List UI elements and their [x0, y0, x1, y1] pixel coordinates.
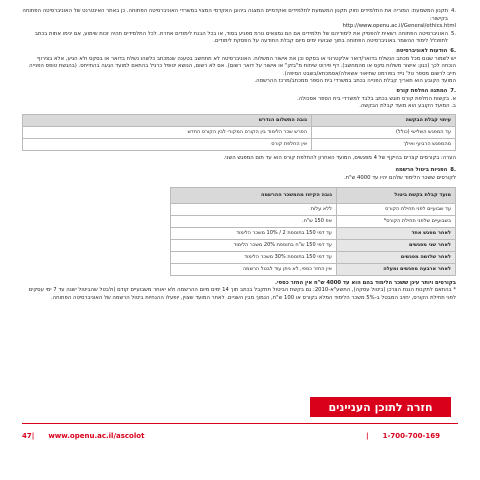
course-change-table	[22, 114, 456, 151]
item-number: .8	[450, 167, 456, 174]
item-number: .4	[450, 8, 456, 14]
cancellation-table	[170, 187, 456, 276]
note: בקורסים ויותר עיגן ששכר הלימוד בהם הוא עד 4000 ש"ח אין החזר כספי.	[275, 279, 456, 286]
table-row	[170, 263, 455, 275]
section-heading	[22, 167, 456, 175]
sub-item: א. בקשות החלפת קורס תוגש בכתב בלבד למשרדי בית הספר אסכולה.	[297, 95, 456, 102]
table-row	[23, 138, 456, 150]
item-text: יש לשמור שגום מכל מכתב הנשלח בדואר/דואר אלקטרוני או בסקס וכן את אישור המשלוח. האוניברסיטה לא תתחשב בטענה שנמכתב כלשהו נשלח בדואר או בסקס ולא הגיע, אלא בצירוף הוכחה לכך (כגון: אישור משלוח סקס או מהמחשב). דף פירוט שיחות מ"בזק" או אישור על דואר רשום). אם לא רשום, הנושא יטופל כרגיל בהתאם למועד הגעה בהתייחס. (בהגשת טופס הפנייה חייב לרשום מספר טל' נייד בפורמט שתיאור אשאלה/אסמכתא/בשבט הסיפה). המועד הקובע הוא תאריך קבלת הפנייה בכתב במשרדי בית הספר ממכתב/מרכז ההרשמה.	[29, 55, 456, 85]
table-cell: בשבועיים שלפני תחילת הקורס*	[336, 215, 455, 227]
item-number: .5	[450, 30, 456, 37]
item-text: האוניברסיטה הפתוחה רשאית להפסיק את לימודיהם של תלמידים אם הם נמצאים נורמ מפגיע בסוד, או בכל הבנת לימודים אחרת. לכל התלמידים תהיה זכות שימוע, אם ינימו אתות בכתב לתפנלל לימוד ההשמר באוניברסיטה הפתוחה בתוך שבועיו ימים מיום קבלת החודעה על הפסקת לימודים.	[34, 30, 448, 45]
item-number: .7	[450, 87, 456, 94]
table-cell: הפרש שכר הלימוד בין הקורס המקורי לבין הקורס החדש	[23, 126, 312, 138]
table-header: גובה התשלום הנדרש	[23, 114, 312, 126]
table-row	[170, 251, 455, 263]
table-header: מועד קבלת בקשת ביטול	[336, 187, 455, 203]
table-header: עיתוי קבלת הבקשה	[312, 114, 456, 126]
table-row	[170, 203, 455, 215]
table-cell: עד המפגש השלישי (כולל)	[312, 126, 456, 138]
footer-divider	[22, 423, 458, 424]
footer-separator: |	[366, 432, 369, 440]
section-title: הפניות ביטול הרשמה	[395, 167, 448, 174]
table-cell: לאחר שלושה מפגשים	[336, 251, 455, 263]
table-cell: עד דמי 150 בתוספת 30% משכר הלימוד	[170, 251, 336, 263]
table-row	[170, 227, 455, 239]
section-heading	[22, 88, 456, 96]
table-cell: מהמפגש הרביעי ואילך	[312, 138, 456, 150]
item-text: לקורסים ששכר הלימוד שלהם יהיו עד 4000 ש"ח.	[343, 174, 456, 181]
footer	[22, 429, 440, 443]
footer-contact	[366, 432, 440, 440]
table-cell: עד דמי 150 ש"ח בתוספת 20% משכר הלימוד	[170, 239, 336, 251]
table-cell: לאחר ארבעה מפגשים ומעלה	[336, 263, 455, 275]
table-cell: ללא עלות	[170, 203, 336, 215]
table-row	[170, 215, 455, 227]
ethics-link[interactable]: http://www.openu.ac.il/General/ethics.html	[342, 23, 456, 30]
note: הערה: בקורסים קצרים בהיקף של 4 מפגשים, המועד האחרון להחלפת קורס הוא עד תום המפגש השני.	[223, 154, 456, 161]
page-number: 47|	[22, 432, 35, 440]
section-title: הודעות לאוניברסיטה	[396, 47, 448, 54]
item-text: תקנון המשמעת: המוריה את התלמידים וחוק תקנון המשמעת לתלמידים ואקדמיים המצגה ביהונן האקדמי המצוי במשרדי האוניברסיטה הפתוחה. כן באתר האינטרנט של האוניברסיטה הפתוחה בקישור:	[22, 8, 448, 22]
table-cell: לאחר שני מפגשים	[336, 239, 455, 251]
footnote: * בהתאם לתקנות הגנת הצרכן (ביטול עסקה), התשע"א-2010: גם בקשת הביטול תתקבל בכתב תוך 14 ימים מיום ההרשמה ולא יאוחר משבועיים קודם (ולבטל שהביטול ישנה עד 7 ימי עסקים לפני תחילת הקורס, יחויב המבטל ב-5% משכר הלימוד המלא בקורס או 100 ש"ח, הנמוך מבין השניים. לאחר המועד שצוין, יופעלו ההנחיות ביטול הרשמה של האוניברסיטה הפתוחה.	[28, 287, 456, 301]
list-item	[22, 8, 456, 23]
table-cell: עד שבועיים לפני תחילת הקורס	[336, 203, 455, 215]
section-title: המתנה החלפת קורס	[396, 87, 448, 94]
footer-website[interactable]: www.openu.ac.il/ascolot	[48, 432, 145, 440]
footer-phone: 1-700-700-169	[382, 432, 440, 440]
table-row	[170, 239, 455, 251]
table-body	[170, 203, 455, 275]
table-cell: אין החלפת קורס	[23, 138, 312, 150]
back-to-contents-button[interactable]: חזרה לתוכן העניינים	[310, 397, 451, 417]
section-heading	[22, 48, 456, 56]
table-cell: לאחר מפגש אחד	[336, 227, 455, 239]
list-item	[22, 31, 456, 46]
document-body	[22, 8, 456, 302]
table-cell: אפ 150 ש"ח.	[170, 215, 336, 227]
table-cell: אין החזר כספי, לא ניתן עוד לבטל הרשמה	[170, 263, 336, 275]
sub-item: ב. המועד הקובע הוא מועד קבלת הבקשה.	[359, 103, 456, 110]
table-header-row	[23, 114, 456, 126]
table-header-row	[170, 187, 455, 203]
table-cell: עד דמי 150 בתוספת 2 / 10% משכר הלימוד	[170, 227, 336, 239]
table-row	[23, 126, 456, 138]
footer-left	[22, 432, 144, 440]
item-number: .6	[450, 47, 456, 54]
table-header: גובה הקיזוז מהמשכר ההרשמה	[170, 187, 336, 203]
